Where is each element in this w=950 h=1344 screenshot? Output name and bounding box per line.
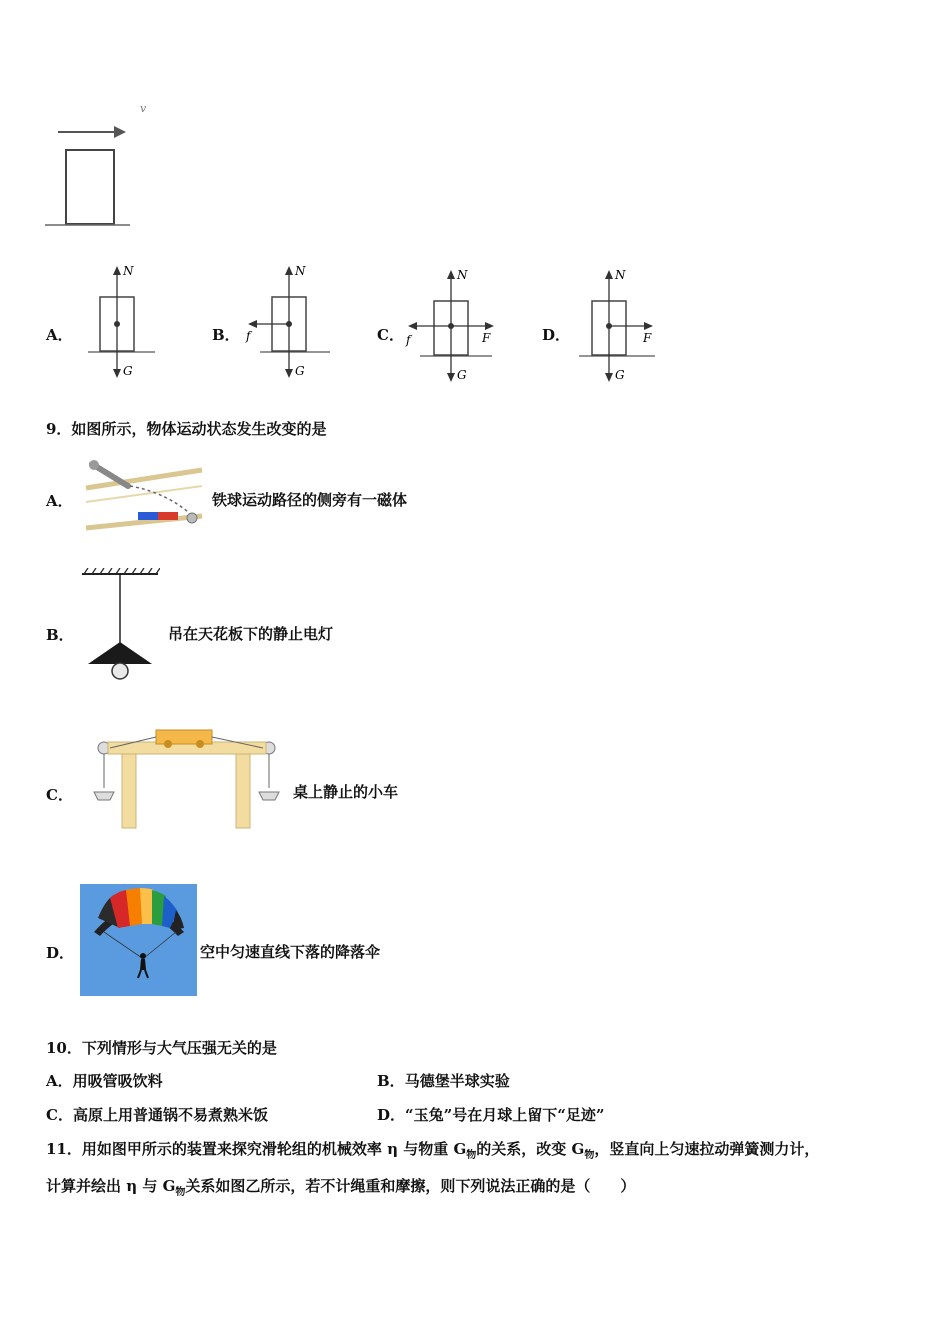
svg-text:F: F [643, 331, 652, 345]
svg-text:G: G [457, 368, 467, 382]
svg-text:N: N [123, 264, 134, 278]
q8-option-d-diagram[interactable] [575, 262, 660, 387]
q10-option-b-text: 马德堡半球实验 [404, 1072, 510, 1090]
q8-option-c-diagram[interactable] [400, 262, 505, 387]
q9-option-c-text: 桌上静止的小车 [293, 783, 399, 801]
q11-stem-line1: 11．用如图甲所示的装置来探究滑轮组的机械效率 η 与物重 $G_物$的关系，改变 $G_物$，竖直向上匀速拉动弹簧测力计， [46, 1140, 820, 1161]
q9-option-c-image[interactable] [84, 726, 289, 831]
q10-option-c[interactable] [46, 1105, 268, 1125]
svg-text:N: N [457, 268, 468, 282]
svg-text:G: G [295, 364, 305, 378]
q8-option-d-letter[interactable]: D． [542, 326, 571, 344]
velocity-label: v [140, 102, 147, 115]
q10-option-d-text: “玉兔”号在月球上留下“足迹” [405, 1106, 605, 1124]
svg-text:F: F [482, 331, 491, 345]
q10-option-c-letter: C． [46, 1106, 73, 1124]
q9-option-b-letter[interactable]: B． [46, 626, 74, 644]
q8-option-b-letter[interactable]: B． [212, 326, 240, 344]
svg-text:G: G [123, 364, 133, 378]
q10-option-c-text: 高原上用普通锅不易煮熟米饭 [72, 1106, 268, 1124]
svg-text:G: G [615, 368, 625, 382]
q8-option-a-diagram[interactable] [80, 258, 160, 383]
svg-text:f: f [246, 329, 251, 343]
q9-option-c-letter[interactable]: C． [46, 786, 73, 804]
q9-option-b-image[interactable] [80, 568, 160, 683]
q8-option-c-letter[interactable]: C． [377, 326, 404, 344]
svg-text:N: N [295, 264, 306, 278]
q10-option-d-letter: D． [377, 1106, 406, 1124]
q10-option-a-text: 用吸管吸饮料 [72, 1072, 163, 1090]
q10-option-a-letter: A． [46, 1072, 73, 1090]
q9-option-d-text: 空中匀速直线下落的降落伞 [200, 943, 381, 961]
q10-option-b[interactable] [377, 1071, 510, 1091]
q10-option-b-letter: B． [377, 1072, 405, 1090]
q9-option-d-letter[interactable]: D． [46, 944, 75, 962]
q9-option-a-text: 铁球运动路径的侧旁有一磁体 [212, 491, 408, 509]
q9-option-d-image[interactable] [80, 884, 197, 996]
q11-stem-line2: 计算并绘出 η 与 $G_物$关系如图乙所示，若不计绳重和摩擦，则下列说法正确的是（ ） [46, 1177, 636, 1198]
svg-text:N: N [615, 268, 626, 282]
q9-option-b-text: 吊在天花板下的静止电灯 [168, 625, 334, 643]
q9-stem: 9．如图所示，物体运动状态发生改变的是 [46, 420, 327, 438]
q10-stem: 10．下列情形与大气压强无关的是 [46, 1039, 277, 1057]
q9-option-a-image[interactable] [84, 456, 206, 531]
q8-velocity-figure [40, 95, 170, 235]
q10-option-d[interactable] [377, 1105, 605, 1125]
q8-option-b-diagram[interactable] [240, 258, 340, 383]
q10-option-a[interactable] [46, 1071, 163, 1091]
q9-option-a-letter[interactable]: A． [46, 492, 73, 510]
svg-text:f: f [406, 333, 411, 347]
q8-option-a-letter[interactable]: A． [46, 326, 73, 344]
